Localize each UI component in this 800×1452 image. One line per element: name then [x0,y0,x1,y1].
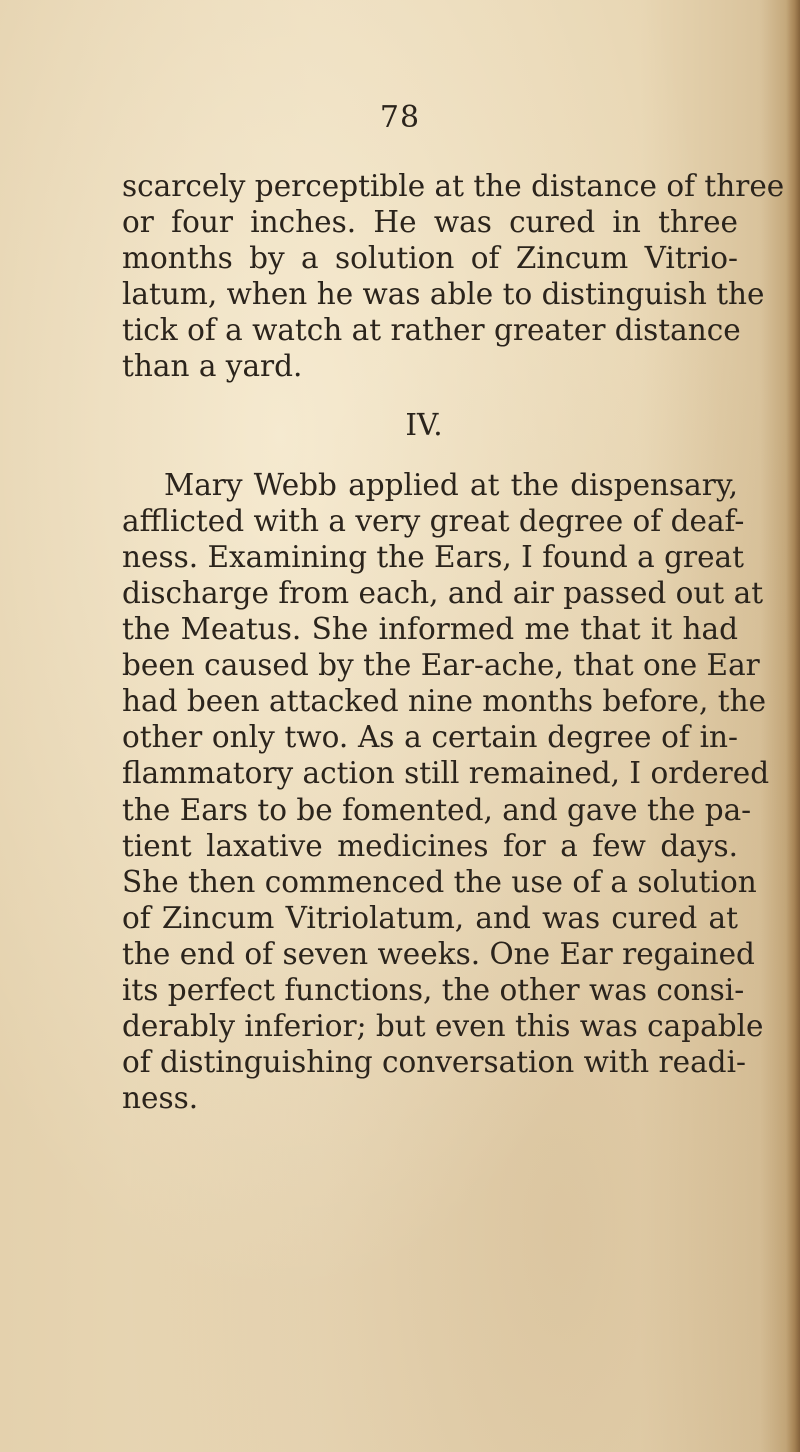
text-line: months by a solution of Zincum Vitrio- [122,241,738,276]
page-number: 78 [379,100,421,135]
text-line: scarcely perceptible at the distance of three [122,169,785,203]
text-line: Mary Webb applied at the dispensary, [164,467,738,502]
text-line: She then commenced the use of a solution [122,864,757,899]
text-line: the end of seven weeks. One Ear regained [122,936,755,971]
text-line: had been attacked nine months before, the [122,684,767,719]
text-line: its perfect functions, the other was consi- [122,972,745,1007]
text-line: the Meatus. She informed me that it had [122,612,738,647]
text-line: latum, when he was able to distinguish the [122,277,765,312]
text-line: other only two. As a certain degree of in- [122,720,738,755]
text-line: tient laxative medicines for a few days. [122,828,738,863]
text-line: ness. [122,1081,199,1116]
text-line: afflicted with a very great degree of deaf- [122,503,745,538]
text-line: the Ears to be fomented, and gave the pa- [122,792,752,827]
text-line: than a yard. [122,349,303,384]
text-line: of distinguishing conversation with readi- [122,1045,746,1080]
body-text [122,168,785,1116]
text-line: of Zincum Vitriolatum, and was cured at [122,900,738,935]
text-line: derably inferior; but even this was capable [122,1009,764,1044]
paragraph-2 [122,467,770,1117]
paragraph-1 [122,168,785,385]
text-line: or four inches. He was cured in three [122,205,738,240]
text-line: ness. Examining the Ears, I found a great [122,539,744,574]
section-heading: IV. [405,407,443,442]
text-line: discharge from each, and air passed out at [122,575,764,610]
text-line: tick of a watch at rather greater distance [122,313,741,348]
page-edge-shadow [786,0,800,1452]
text-line: been caused by the Ear-ache, that one Ear [122,648,760,683]
text-line: flammatory action still remained, I ordered [122,756,770,791]
